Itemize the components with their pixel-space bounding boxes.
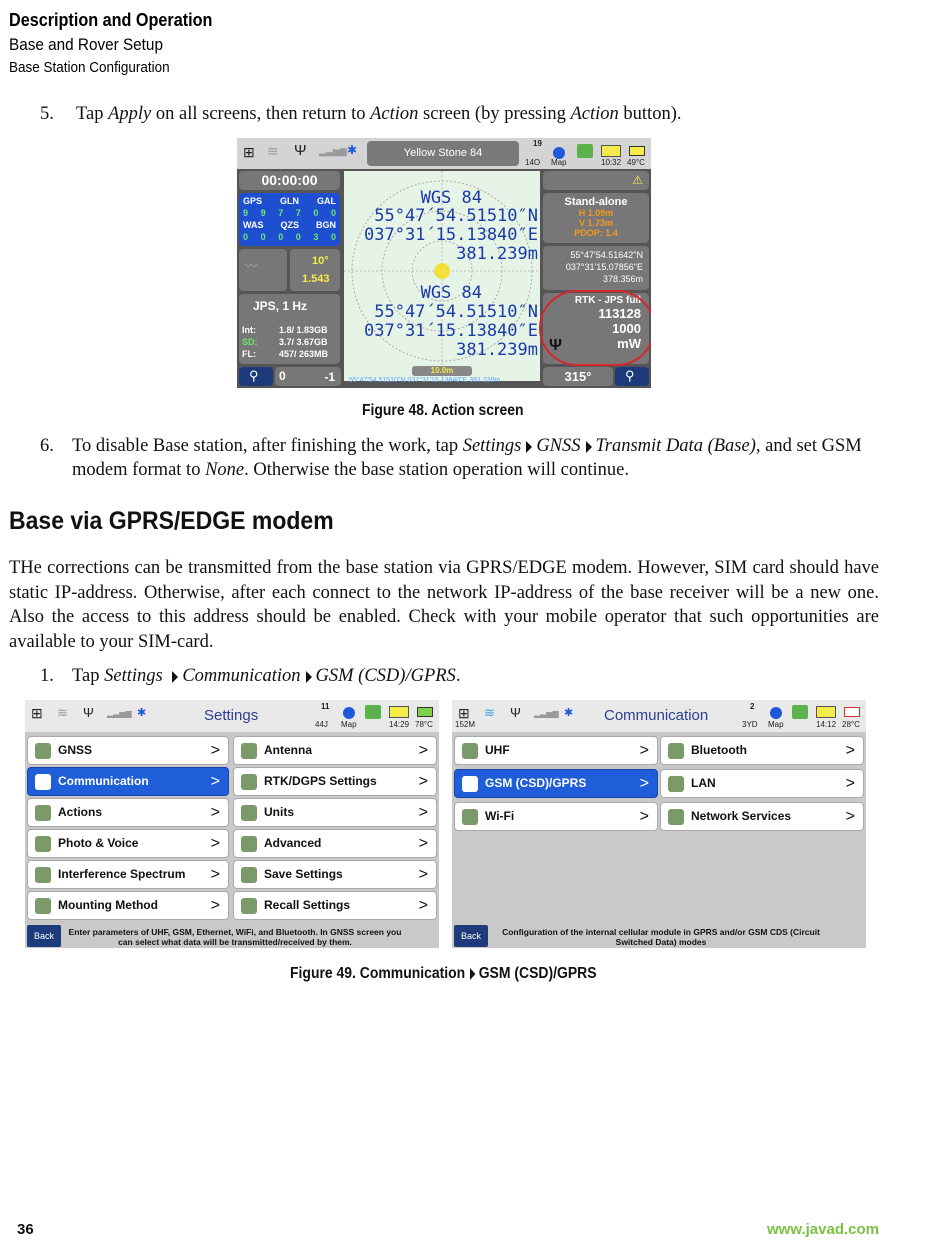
menu-bluetooth[interactable]: Bluetooth > — [660, 736, 864, 765]
menu-antenna[interactable]: Antenna > — [233, 736, 437, 765]
communication-screenshot — [452, 700, 866, 948]
step-text: To disable Base station, after finishing the work, tap Settings GNSS Transmit Data (Base), and set GSM modem format to None. Otherwise the base station operation will continue. — [72, 436, 862, 480]
signal-icon: ▂▃▅▆ — [107, 709, 132, 718]
longitude-1: 037°31´15.13840″E — [364, 225, 538, 245]
uhf-icon — [462, 743, 478, 759]
back-button[interactable]: Back — [454, 925, 488, 947]
clock: 14:12 — [816, 720, 837, 729]
step-text: Tap Apply on all screens, then return to Action screen (by pressing Action button). — [76, 104, 682, 124]
height-1: 381.239m — [456, 244, 538, 264]
menu-communication[interactable]: Communication > — [27, 767, 229, 796]
save-icon — [241, 867, 257, 883]
offset-field[interactable]: 0 -1 — [275, 367, 341, 386]
speaker-icon[interactable] — [389, 706, 409, 718]
rtk-icon — [241, 774, 257, 790]
arrow-right-icon — [470, 968, 475, 980]
battery-icon — [844, 707, 860, 717]
chevron-right-icon: > — [418, 897, 428, 914]
wifi-icon: ≋ — [267, 143, 279, 159]
action-screen-screenshot — [237, 138, 651, 388]
arrow-right-icon — [306, 671, 312, 683]
step-number: 6. — [40, 436, 54, 456]
position-map[interactable] — [344, 171, 540, 381]
radio-antenna-icon: Ψ — [549, 337, 562, 354]
wifi-icon: ≋ — [57, 705, 68, 720]
latitude-1: 55°47´54.51510″N — [374, 206, 538, 226]
wifi-icon — [462, 809, 478, 825]
menu-photo-voice[interactable]: Photo & Voice > — [27, 829, 229, 858]
chevron-right-icon: > — [210, 835, 220, 852]
units-icon — [241, 805, 257, 821]
antenna-icon — [241, 743, 257, 759]
zoom-in-button[interactable] — [615, 367, 649, 386]
menu-uhf[interactable]: UHF > — [454, 736, 658, 765]
battery-icon — [629, 146, 645, 156]
clock: 14:29 — [389, 720, 410, 729]
menu-lan[interactable]: LAN > — [660, 769, 864, 798]
settings-help-text: Enter parameters of UHF, GSM, Ethernet, WiFi, and Bluetooth. In GNSS screen you can select what data will be transmitted/received by them. — [68, 927, 402, 947]
antenna-icon: Ψ — [83, 705, 94, 720]
running-header-title: Description and Operation — [9, 10, 213, 30]
antenna-icon: Ψ — [294, 142, 307, 159]
position-panel[interactable]: 55°47'54.51642"N 037°31'15.07856"E 378.356m — [543, 246, 649, 290]
body-paragraph: THe corrections can be transmitted from the base station via GPRS/EDGE modem. However, SIM card should have static IP-address. Otherwise, after each connect to the network IP-address of the base receiver will be a new one. Also the access to this address should be enabled. Check with your mobile operator that such opportunities are available to your SIM-card. — [9, 558, 879, 652]
datum-label: WGS 84 — [420, 188, 482, 208]
bluetooth-icon: ✱ — [564, 707, 574, 719]
map-icon[interactable] — [770, 707, 782, 719]
map-icon[interactable] — [343, 707, 355, 719]
arrow-right-icon — [586, 441, 592, 453]
alert-panel[interactable] — [543, 171, 649, 190]
step-number: 5. — [40, 104, 54, 124]
spectrum-icon: 〰 — [245, 259, 258, 273]
figure-49-caption: Figure 49. Communication GSM (CSD)/GPRS — [290, 965, 597, 982]
menu-wifi[interactable]: Wi-Fi > — [454, 802, 658, 831]
settings-screenshot — [25, 700, 439, 948]
menu-network-services[interactable]: Network Services > — [660, 802, 864, 831]
satellite-sub: 44J — [315, 720, 328, 729]
settings-title: Settings — [204, 707, 259, 724]
network-icon: ⊞ — [458, 705, 470, 721]
satellite-sub: 3YD — [742, 720, 758, 729]
communication-icon — [35, 774, 51, 790]
satellite-sub: 14O — [525, 158, 541, 167]
back-button[interactable]: Back — [27, 925, 61, 947]
datum-label-2: WGS 84 — [420, 283, 482, 303]
advanced-icon — [241, 836, 257, 852]
map-label[interactable]: Map — [551, 158, 567, 167]
temperature: 28°C — [842, 720, 860, 729]
menu-gnss[interactable]: GNSS > — [27, 736, 229, 765]
satellite-count: 11 — [321, 702, 330, 711]
actions-icon — [35, 805, 51, 821]
bluetooth-icon: ✱ — [137, 707, 147, 719]
photo-voice-icon — [35, 836, 51, 852]
battery-icon — [417, 707, 433, 717]
chevron-right-icon: > — [418, 835, 428, 852]
bluetooth-icon: ✱ — [347, 143, 358, 157]
height-2: 381.239m — [456, 340, 538, 360]
menu-save-settings[interactable]: Save Settings > — [233, 860, 437, 889]
chevron-right-icon: > — [845, 742, 855, 759]
lan-icon — [668, 776, 684, 792]
recall-icon — [241, 898, 257, 914]
menu-rtk-dgps[interactable]: RTK/DGPS Settings > — [233, 767, 437, 796]
memory-panel[interactable]: JPS, 1 Hz Int: 1.8/ 1.83GB SD: 3.7/ 3.67GB FL: 457/ 263MB — [239, 294, 340, 364]
longitude-2: 037°31´15.13840″E — [364, 321, 538, 341]
chevron-right-icon: > — [418, 773, 428, 790]
chevron-right-icon: > — [845, 775, 855, 792]
section-heading: Base via GPRS/EDGE modem — [9, 507, 334, 535]
running-header-subsection: Base Station Configuration — [9, 59, 170, 76]
map-scale: 10.0m — [412, 366, 472, 376]
chevron-right-icon: > — [418, 866, 428, 883]
communication-title: Communication — [604, 707, 709, 724]
signal-icon: ▂▃▅▆ — [319, 146, 347, 156]
step-text: Tap Settings Communication GSM (CSD)/GPRS. — [72, 666, 461, 686]
mounting-icon — [35, 898, 51, 914]
zoom-out-button[interactable] — [239, 367, 273, 386]
gsm-icon — [462, 776, 478, 792]
chevron-right-icon: > — [210, 866, 220, 883]
spectrum-panel[interactable] — [239, 249, 287, 291]
spectrum-icon — [35, 867, 51, 883]
solution-panel[interactable]: Stand-alone H 1.09m V 1.73m PDOP: 1.4 — [543, 193, 649, 243]
bluetooth-icon — [668, 743, 684, 759]
session-timer[interactable]: 00:00:00 — [239, 171, 340, 190]
menu-actions[interactable]: Actions > — [27, 798, 229, 827]
page-number: 36 — [17, 1221, 34, 1238]
heading-field[interactable]: 315° — [543, 367, 613, 386]
camera-icon[interactable] — [577, 144, 593, 158]
menu-recall-settings[interactable]: Recall Settings > — [233, 891, 437, 920]
chevron-right-icon: > — [845, 808, 855, 825]
zoom-icon: ⚲ — [249, 368, 259, 383]
rtk-transmit-panel[interactable]: RTK - JPS full 113128 1000 mW Ψ — [543, 293, 649, 364]
warning-icon: ⚠ — [632, 173, 643, 187]
chevron-right-icon: > — [210, 742, 220, 759]
camera-icon[interactable] — [365, 705, 381, 719]
clock: 10:32 — [601, 158, 622, 167]
menu-gsm-gprs[interactable]: GSM (CSD)/GPRS > — [454, 769, 658, 798]
chevron-right-icon: > — [210, 897, 220, 914]
step-6 — [40, 434, 880, 484]
arrow-right-icon — [526, 441, 532, 453]
menu-units[interactable]: Units > — [233, 798, 437, 827]
tilt-panel[interactable]: 10° 1.543 — [290, 249, 340, 291]
network-icon: ⊞ — [243, 144, 255, 160]
menu-interference-spectrum[interactable]: Interference Spectrum > — [27, 860, 229, 889]
speaker-icon[interactable] — [601, 145, 621, 157]
chevron-right-icon: > — [639, 775, 649, 792]
wifi-icon: ≋ — [484, 705, 495, 720]
chevron-right-icon: > — [418, 804, 428, 821]
network-services-icon — [668, 809, 684, 825]
map-label[interactable]: Map — [768, 720, 784, 729]
step-number: 1. — [40, 666, 54, 686]
highlight-circle — [539, 290, 651, 366]
network-icon: ⊞ — [31, 705, 43, 721]
bottom-coordinates: 55°47'54.51510"N 037°31'15.13840"E 381.239m — [349, 377, 501, 384]
menu-mounting-method[interactable]: Mounting Method > — [27, 891, 229, 920]
signal-icon: ▂▃▅▆ — [534, 709, 559, 718]
chevron-right-icon: > — [210, 773, 220, 790]
chevron-right-icon: > — [639, 742, 649, 759]
station-name[interactable]: Yellow Stone 84 — [367, 141, 519, 166]
chevron-right-icon: > — [210, 804, 220, 821]
figure-48-caption: Figure 48. Action screen — [361, 402, 524, 419]
map-label[interactable]: Map — [341, 720, 357, 729]
communication-help-text: Configuration of the internal cellular module in GPRS and/or GSM CDS (Circuit Switched Data) modes — [502, 927, 820, 947]
chevron-right-icon: > — [418, 742, 428, 759]
satellite-count: 2 — [750, 702, 755, 711]
chevron-right-icon: > — [639, 808, 649, 825]
arrow-right-icon — [172, 671, 178, 683]
satellite-icon — [35, 743, 51, 759]
menu-advanced[interactable]: Advanced > — [233, 829, 437, 858]
footer-url[interactable]: www.javad.com — [767, 1221, 879, 1238]
satellite-count: 19 — [533, 139, 542, 148]
zoom-in-icon: ⚲ — [625, 368, 635, 383]
temperature: 49°C — [627, 158, 645, 167]
memory-badge: 152M — [455, 720, 476, 729]
antenna-icon: Ψ — [510, 705, 521, 720]
speaker-icon[interactable] — [816, 706, 836, 718]
camera-icon[interactable] — [792, 705, 808, 719]
running-header-section: Base and Rover Setup — [9, 35, 163, 54]
temperature: 78°C — [415, 720, 433, 729]
latitude-2: 55°47´54.51510″N — [374, 302, 538, 322]
status-bar — [237, 138, 651, 169]
gnss-constellations[interactable]: GPS GLN GAL 9 9 7 7 0 0 WAS QZS BGN 0 0 0 0 3 0 — [239, 193, 340, 246]
